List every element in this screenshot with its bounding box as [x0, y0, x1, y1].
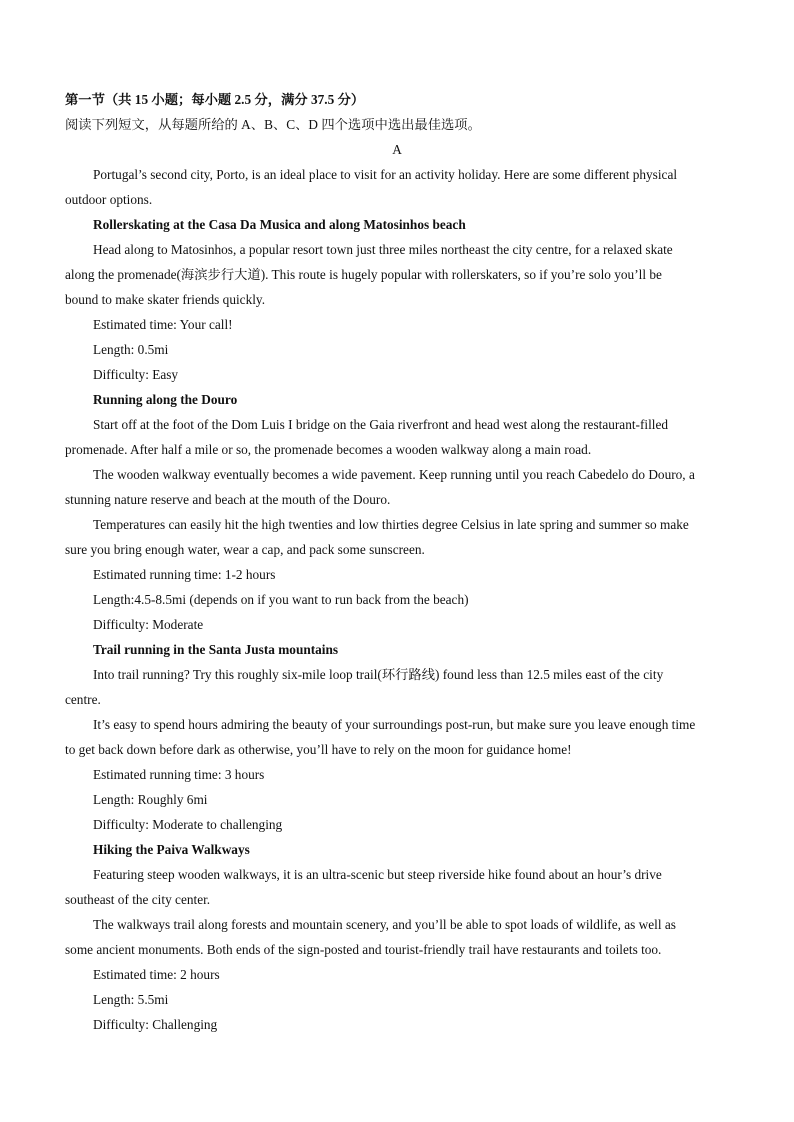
paragraph-line: to get back down before dark as otherwise, you’ll have to rely on the moon for guidance home!	[65, 742, 572, 757]
paragraph-line: some ancient monuments. Both ends of the sign-posted and tourist-friendly trail have restaurants and toilets too.	[65, 942, 662, 957]
paragraph-line: bound to make skater friends quickly.	[65, 292, 266, 307]
difficulty-info: Difficulty: Moderate to challenging	[93, 817, 283, 832]
paragraph-line: centre.	[65, 692, 101, 707]
paragraph-line: Into trail running? Try this roughly six-mile loop trail(环行路线) found less than 12.5 miles east of the city	[93, 667, 664, 682]
activity-title-trail-running: Trail running in the Santa Justa mountains	[93, 642, 339, 657]
paragraph-line: Head along to Matosinhos, a popular resort town just three miles northeast the city centre, for a relaxed skate	[93, 242, 673, 257]
paragraph-line: stunning nature reserve and beach at the mouth of the Douro.	[65, 492, 391, 507]
paragraph-line: Featuring steep wooden walkways, it is an ultra-scenic but steep riverside hike found about an hour’s drive	[93, 867, 662, 882]
difficulty-info: Difficulty: Easy	[93, 367, 179, 382]
difficulty-info: Difficulty: Moderate	[93, 617, 204, 632]
length-info: Length:4.5-8.5mi (depends on if you want to run back from the beach)	[93, 592, 469, 607]
activity-title-running: Running along the Douro	[93, 392, 238, 407]
activity-title-rollerskating: Rollerskating at the Casa Da Musica and along Matosinhos beach	[93, 217, 466, 232]
paragraph-line: The wooden walkway eventually becomes a wide pavement. Keep running until you reach Cabedelo do Douro, a	[93, 467, 695, 482]
paragraph-line: The walkways trail along forests and mountain scenery, and you’ll be able to spot loads of wildlife, as well as	[93, 917, 676, 932]
length-info: Length: 5.5mi	[93, 992, 169, 1007]
paragraph-line: southeast of the city center.	[65, 892, 211, 907]
activity-title-hiking: Hiking the Paiva Walkways	[93, 842, 250, 857]
estimated-time: Estimated time: Your call!	[93, 317, 233, 332]
estimated-time: Estimated time: 2 hours	[93, 967, 220, 982]
paragraph-line: It’s easy to spend hours admiring the beauty of your surroundings post-run, but make sure you leave enough time	[93, 717, 696, 732]
paragraph-line: sure you bring enough water, wear a cap, and pack some sunscreen.	[65, 542, 425, 557]
passage-label: A	[392, 142, 402, 157]
intro-line-1: Portugal’s second city, Porto, is an ideal place to visit for an activity holiday. Here are some different physical	[93, 167, 678, 182]
length-info: Length: Roughly 6mi	[93, 792, 208, 807]
paragraph-line: Temperatures can easily hit the high twenties and low thirties degree Celsius in late spring and summer so make	[93, 517, 689, 532]
paragraph-line: promenade. After half a mile or so, the promenade becomes a wooden walkway along a main road.	[65, 442, 592, 457]
section-instruction: 阅读下列短文，从每题所给的 A、B、C、D 四个选项中选出最佳选项。	[65, 117, 481, 132]
intro-line-2: outdoor options.	[65, 192, 153, 207]
section-heading: 第一节（共 15 小题；每小题 2.5 分，满分 37.5 分）	[65, 92, 365, 107]
estimated-time: Estimated running time: 3 hours	[93, 767, 265, 782]
paragraph-line: Start off at the foot of the Dom Luis I bridge on the Gaia riverfront and head west along the restaurant-filled	[93, 417, 669, 432]
length-info: Length: 0.5mi	[93, 342, 169, 357]
estimated-time: Estimated running time: 1-2 hours	[93, 567, 276, 582]
paragraph-line: along the promenade(海滨步行大道). This route is hugely popular with rollerskaters, so if you’re solo you’ll be	[65, 267, 662, 282]
difficulty-info: Difficulty: Challenging	[93, 1017, 218, 1032]
